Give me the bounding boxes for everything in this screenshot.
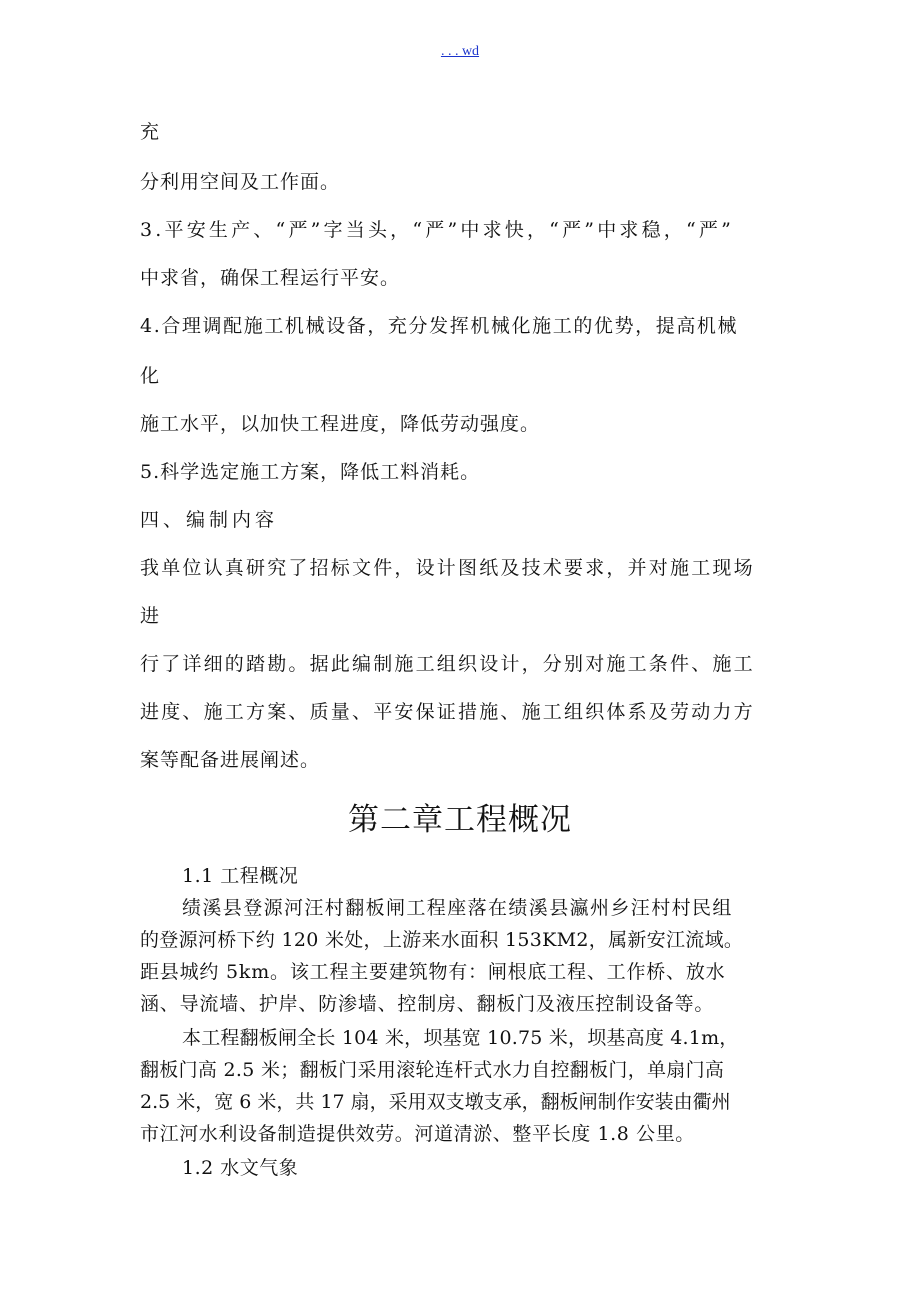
text-line: 4.合理调配施工机械设备，充分发挥机械化施工的优势，提高机械 [140,315,739,337]
text-line: 进度、施工方案、质量、平安保证措施、施工组织体系及劳动力方 [140,701,755,723]
chapter-title: 第二章工程概况 [348,802,572,838]
text-line: 案等配备进展阐述。 [140,749,321,771]
text-line: 涵、导流墙、护岸、防渗墙、控制房、翻板门及液压控制设备等。 [140,993,715,1015]
text-line: 2.5 米，宽 6 米，共 17 扇，采用双支墩支承，翻板闸制作安装由衢州 [140,1091,731,1113]
text-line: 我单位认真研究了招标文件，设计图纸及技术要求，并对施工现场 [140,557,755,579]
text-line: 分利用空间及工作面。 [140,171,341,193]
section-heading: 四、编制内容 [140,509,279,531]
subsection-heading: 1.1 工程概况 [182,865,299,887]
text-line: 进 [140,605,161,627]
text-line: 翻板门高 2.5 米；翻板门采用滚轮连杆式水力自控翻板门，单扇门高 [140,1059,725,1081]
text-line: 充 [140,121,161,143]
text-line: 本工程翻板闸全长 104 米，坝基宽 10.75 米，坝基高度 4.1m， [182,1027,739,1049]
text-line: 行了详细的踏勘。据此编制施工组织设计，分别对施工条件、施工 [140,653,755,675]
subsection-heading: 1.2 水文气象 [182,1157,299,1179]
text-line: 5.科学选定施工方案，降低工料消耗。 [140,461,481,483]
text-line: 化 [140,365,161,387]
header-link[interactable]: . . . wd [440,44,480,59]
text-line: 的登源河桥下约 120 米处，上游来水面积 153KM2，属新安江流域。 [140,929,744,951]
text-line: 3.平安生产、“严”字当头，“严”中求快，“严”中求稳，“严” [140,219,735,241]
text-line: 市江河水利设备制造提供效劳。河道清淤、整平长度 1.8 公里。 [140,1123,695,1145]
text-line: 中求省，确保工程运行平安。 [140,267,401,289]
text-line: 施工水平，以加快工程进度，降低劳动强度。 [140,413,541,435]
text-line: 绩溪县登源河汪村翻板闸工程座落在绩溪县瀛州乡汪村村民组 [182,897,733,919]
text-line: 距县城约 5km。该工程主要建筑物有：闸根底工程、工作桥、放水 [140,961,726,983]
